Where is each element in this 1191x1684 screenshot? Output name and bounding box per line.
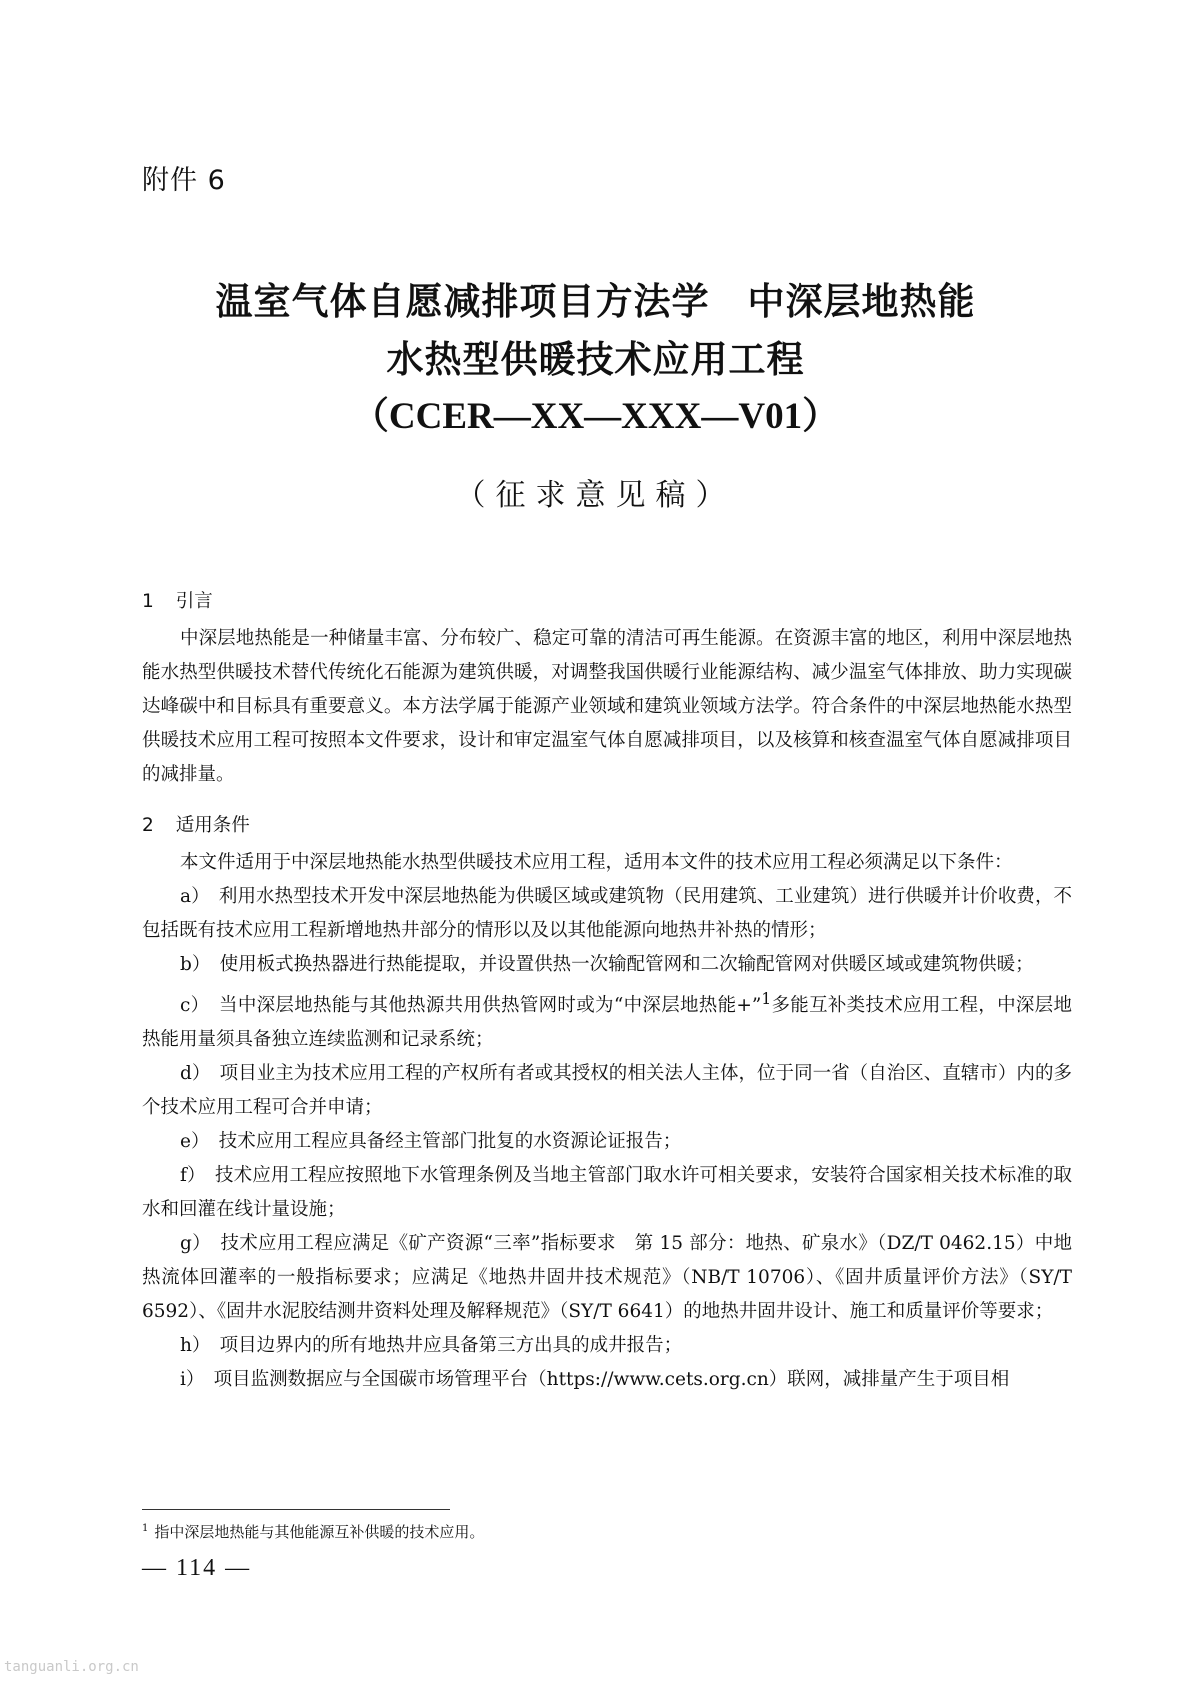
draft-label: （征求意见稿） — [455, 478, 736, 513]
document-title — [0, 272, 1191, 446]
annex-label: 附件 6 — [142, 165, 226, 196]
section-number: 2 — [142, 815, 154, 836]
document-body — [142, 588, 1072, 1397]
applicability-intro: 本文件适用于中深层地热能水热型供暖技术应用工程，适用本文件的技术应用工程必须满足以下条件： — [180, 852, 1013, 873]
condition-item-c-text-end: 多能互补类技术应用工程，中深层地热能用量须具备独立连续监测和记录系统； — [142, 995, 1072, 1051]
condition-item-b: b） 使用板式换热器进行热能提取，并设置供热一次输配管网和二次输配管网对供暖区域或建筑物供暖； — [180, 954, 1034, 975]
condition-item-g: g） 技术应用工程应满足《矿产资源“三率”指标要求 第 15 部分：地热、矿泉水》（DZ/T 0462.15）中地热流体回灌率的一般指标要求；应满足《地热井固井技术规范》（NB/T 10706）、《固井质量评价方法》（SY/T 6592）、《固井水泥胶结测井资料处理及解释规范》（SY/T 6641）的地热井固井设计、施工和质量评价等要求； — [142, 1233, 1072, 1323]
section-spacer — [142, 792, 1072, 812]
title-code: （CCER—XX—XXX—V01） — [351, 396, 840, 437]
footnote-marker: 1 — [142, 1523, 149, 1534]
footnote-reference[interactable]: 1 — [761, 990, 772, 1008]
footnote-text: 指中深层地热能与其他能源互补供暖的技术应用。 — [154, 1523, 485, 1541]
condition-item-i: i） 项目监测数据应与全国碳市场管理平台（https://www.cets.org.cn）联网，减排量产生于项目相 — [180, 1369, 1010, 1391]
section-title: 适用条件 — [175, 815, 250, 836]
condition-item-e: e） 技术应用工程应具备经主管部门批复的水资源论证报告； — [180, 1131, 682, 1153]
condition-item-f: f） 技术应用工程应按照地下水管理条例及当地主管部门取水许可相关要求，安装符合国家相关技术标准的取水和回灌在线计量设施； — [142, 1165, 1072, 1221]
section-heading-applicability — [142, 812, 1072, 840]
title-line-1: 温室气体自愿减排项目方法学 中深层地热能 — [215, 279, 976, 323]
condition-item-c — [142, 982, 1072, 1057]
condition-item-h: h） 项目边界内的所有地热井应具备第三方出具的成井报告； — [180, 1335, 683, 1357]
condition-item-d: d） 项目业主为技术应用工程的产权所有者或其授权的相关法人主体，位于同一省（自治区、直辖市）内的多个技术应用工程可合并申请； — [142, 1063, 1072, 1119]
introduction-paragraph: 中深层地热能是一种储量丰富、分布较广、稳定可靠的清洁可再生能源。在资源丰富的地区，利用中深层地热能水热型供暖技术替代传统化石能源为建筑供暖，对调整我国供暖行业能源结构、减少温室气体排放、助力实现碳达峰碳中和目标具有重要意义。本方法学属于能源产业领域和建筑业领域方法学。符合条件的中深层地热能水热型供暖技术应用工程可按照本文件要求，设计和审定温室气体自愿减排项目，以及核算和核查温室气体自愿减排项目的减排量。 — [142, 628, 1072, 785]
footnote-divider — [142, 1509, 450, 1510]
section-heading-introduction — [142, 588, 1072, 616]
page-number: — 114 — — [142, 1555, 252, 1581]
title-line-2: 水热型供暖技术应用工程 — [386, 337, 805, 381]
condition-item-a: a） 利用水热型技术开发中深层地热能为供暖区域或建筑物（民用建筑、工业建筑）进行供暖并计价收费，不包括既有技术应用工程新增地热井部分的情形以及以其他能源向地热井补热的情形； — [142, 886, 1072, 941]
section-number: 1 — [142, 591, 154, 612]
footnote — [142, 1521, 484, 1542]
watermark: tanguanli.org.cn — [4, 1659, 139, 1675]
condition-item-c-text-start: c） 当中深层地热能与其他热源共用供热管网时或为“中深层地热能+” — [180, 995, 762, 1017]
section-title: 引言 — [175, 591, 213, 612]
